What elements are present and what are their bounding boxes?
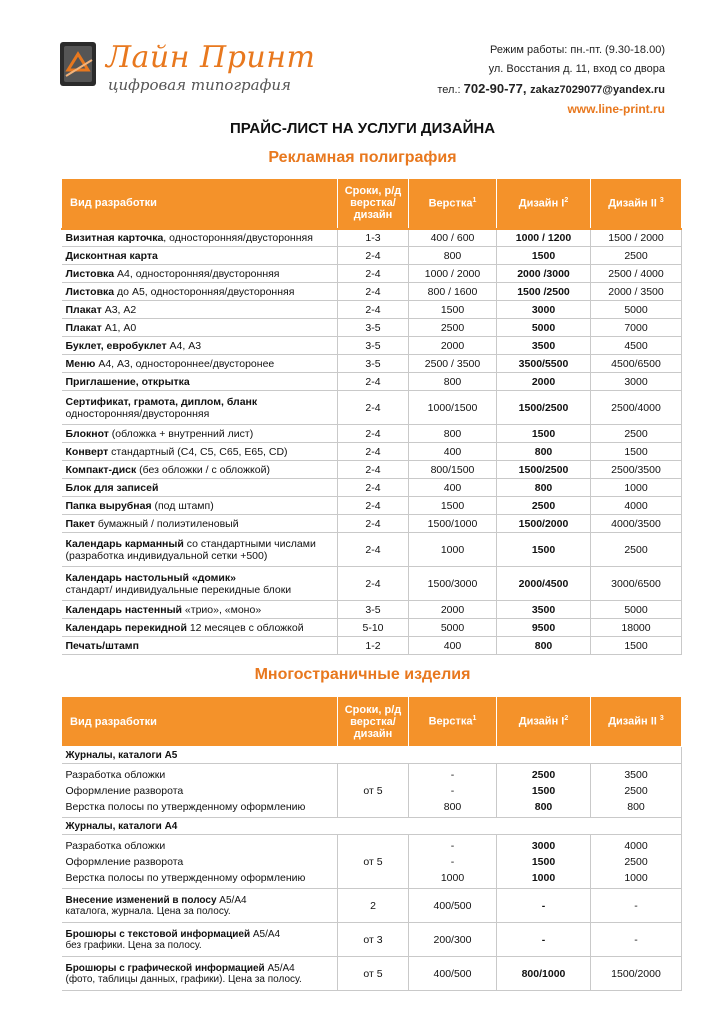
design2-price: 2500/3500 (591, 461, 682, 479)
phone-prefix: тел.: (437, 84, 464, 96)
table-row (62, 515, 682, 533)
layout-price: 400 (409, 443, 497, 461)
phone-line (437, 79, 665, 100)
design1-price: - (497, 923, 591, 957)
group-items (62, 835, 338, 889)
layout-price: 2000 (409, 601, 497, 619)
table-row (62, 567, 682, 601)
service-name-line2: без графики. Цена за полосу. (65, 939, 202, 951)
terms-cell: 2-4 (338, 515, 409, 533)
price-value: 4000 (624, 839, 648, 852)
service-name (62, 391, 338, 425)
design2-price: 5000 (591, 301, 682, 319)
design2-price: 18000 (591, 619, 682, 637)
service-name-bold: Внесение изменений в полосу (65, 894, 217, 906)
service-name-detail: стандартный (С4, С5, С65, Е65, CD) (108, 445, 288, 458)
design1-price: 800 (497, 443, 591, 461)
service-name-line2: (разработка индивидуальной сетки +500) (65, 549, 268, 562)
service-name (62, 637, 338, 655)
price-value: 2500 (624, 855, 648, 868)
price-value: - (450, 784, 455, 797)
terms-cell: 2-4 (338, 497, 409, 515)
layout-price: 400/500 (409, 889, 497, 923)
layout-price: 1000/1500 (409, 391, 497, 425)
service-name (62, 373, 338, 391)
design1-price: 3500 (497, 601, 591, 619)
design2-price: 2000 / 3500 (591, 283, 682, 301)
design2-price: 7000 (591, 319, 682, 337)
service-name-bold: Дисконтная карта (65, 249, 158, 262)
price-value: - (450, 839, 455, 852)
layout-price: 800 (409, 425, 497, 443)
service-name-bold: Печать/штамп (65, 639, 139, 652)
email-link[interactable]: zakaz7029077@yandex.ru (530, 84, 665, 96)
service-name-bold: Календарь карманный (65, 537, 184, 550)
design1-price: 800 (497, 479, 591, 497)
design2-price: 4000 (591, 497, 682, 515)
group-item: Оформление разворота (65, 784, 184, 797)
service-name-detail: со стандартными числами (183, 537, 316, 550)
table-row (62, 461, 682, 479)
design2-price: 4500/6500 (591, 355, 682, 373)
header-design2: Дизайн II $^3$ (591, 697, 682, 747)
design2-price: 4500 (591, 337, 682, 355)
table-row (62, 497, 682, 515)
design2-price: 2500/4000 (591, 391, 682, 425)
group-items-row (62, 764, 682, 818)
design2-price: 1500 (591, 637, 682, 655)
group-item: Разработка обложки (65, 768, 166, 781)
design2-price: 5000 (591, 601, 682, 619)
design1-price: 2000 (497, 373, 591, 391)
service-name (62, 229, 338, 247)
service-name-detail: «трио», «моно» (182, 603, 262, 616)
design2-price: 1500 / 2000 (591, 229, 682, 247)
service-name (62, 319, 338, 337)
group-item: Верстка полосы по утвержденному оформлению (65, 871, 306, 884)
service-name-detail: (под штамп) (151, 499, 214, 512)
header-design2: Дизайн II $^3$ (591, 179, 682, 229)
document-title: ПРАЙС-ЛИСТ НА УСЛУГИ ДИЗАЙНА (229, 120, 496, 137)
design1-price: 3500/5500 (497, 355, 591, 373)
table-row (62, 283, 682, 301)
design1-price: 2000/4500 (497, 567, 591, 601)
service-name (62, 355, 338, 373)
contacts-block (437, 41, 665, 119)
phone-number[interactable]: 702-90-77, (463, 81, 531, 96)
terms-cell: 2-4 (338, 265, 409, 283)
price-value: 1000 (440, 871, 465, 884)
multipage-price-table (61, 696, 682, 991)
service-name-bold: Меню (65, 357, 96, 370)
design1-price: 800/1000 (497, 957, 591, 991)
service-name-bold: Компакт-диск (65, 463, 137, 476)
service-name (62, 425, 338, 443)
website-link[interactable]: www.line-print.ru (567, 102, 665, 116)
table-row (62, 443, 682, 461)
section-title-advertising: Рекламная полиграфия (268, 149, 457, 166)
layout-prices (409, 764, 497, 818)
price-value: 3000 (531, 839, 556, 852)
layout-price: 1000 / 2000 (409, 265, 497, 283)
design2-price: 2500 (591, 425, 682, 443)
table-row (62, 923, 682, 957)
header-design1: Дизайн $I^2$ (497, 697, 591, 747)
design1-price: 1000 / 1200 (497, 229, 591, 247)
terms-cell: 2 (338, 889, 409, 923)
service-name-bold: Брошюры с графической информацией (65, 962, 265, 974)
design1-price: 1500 (497, 425, 591, 443)
price-value: - (450, 855, 455, 868)
design2-price: 1000 (591, 479, 682, 497)
layout-price: 2500 (409, 319, 497, 337)
service-name-bold: Плакат (65, 303, 102, 316)
table-row (62, 957, 682, 991)
design1-price: - (497, 889, 591, 923)
service-name-line2: односторонняя/двусторонняя (65, 407, 210, 420)
table-row (62, 229, 682, 247)
layout-price: 400 (409, 637, 497, 655)
service-name-detail: А5/А4 (264, 962, 295, 974)
service-name-detail: А5/А4 (216, 894, 247, 906)
design1-price: 1500/2500 (497, 461, 591, 479)
price-value: 1500 (531, 855, 556, 868)
service-name (62, 533, 338, 567)
service-name (62, 619, 338, 637)
design1-price: 1500 (497, 247, 591, 265)
d1-prices (497, 835, 591, 889)
service-name (62, 301, 338, 319)
terms-cell: 2-4 (338, 373, 409, 391)
terms-cell: 2-4 (338, 425, 409, 443)
group-title: Журналы, каталоги А4 (62, 818, 682, 835)
table-row (62, 479, 682, 497)
design1-price: 3000 (497, 301, 591, 319)
service-name-detail: 12 месяцев с обложкой (186, 621, 304, 634)
service-name-bold: Блок для записей (65, 481, 159, 494)
service-name-detail: А4, односторонняя/двусторонняя (114, 267, 280, 280)
price-value: 800 (443, 800, 462, 813)
table-row (62, 637, 682, 655)
table-row (62, 355, 682, 373)
layout-price: 800/1500 (409, 461, 497, 479)
terms-cell: 2-4 (338, 247, 409, 265)
terms-cell: от 5 (338, 835, 409, 889)
working-hours: Режим работы: пн.-пт. (9.30-18.00) (489, 44, 665, 56)
service-name-bold: Листовка (65, 285, 115, 298)
table-row (62, 619, 682, 637)
logo-subtitle: цифровая типография (108, 76, 291, 94)
service-name (62, 515, 338, 533)
group-items-row (62, 835, 682, 889)
service-name-detail: А4, А3 (166, 339, 202, 352)
service-name (62, 283, 338, 301)
price-value: 1500 (531, 784, 556, 797)
table-row (62, 265, 682, 283)
service-name-bold: Пакет (65, 517, 95, 530)
section-title-multipage: Многостраничные изделия (254, 666, 471, 683)
service-name-bold: Календарь настенный (65, 603, 182, 616)
layout-price: 800 (409, 247, 497, 265)
price-value: 800 (627, 800, 645, 813)
service-name (62, 497, 338, 515)
table-row (62, 391, 682, 425)
service-name-bold: Сертификат, грамота, диплом, бланк (65, 395, 258, 408)
service-name-detail: (без обложки / с обложкой) (136, 463, 270, 476)
service-name (62, 567, 338, 601)
address: ул. Восстания д. 11, вход со двора (488, 63, 665, 75)
design1-price: 800 (497, 637, 591, 655)
terms-cell: 2-4 (338, 533, 409, 567)
header-terms: Сроки, р/д верстка/ дизайн (338, 697, 409, 747)
design2-price: - (591, 889, 682, 923)
table-row (62, 301, 682, 319)
price-value: 1000 (624, 871, 648, 884)
design1-price: 2500 (497, 497, 591, 515)
layout-price: 1500/1000 (409, 515, 497, 533)
header-type: Вид разработки (62, 697, 338, 747)
design1-price: 1500 /2500 (497, 283, 591, 301)
terms-cell: от 3 (338, 923, 409, 957)
terms-cell: 2-4 (338, 479, 409, 497)
header-layout: Верстка$^1$ (409, 697, 497, 747)
service-name-bold: Визитная карточка (65, 231, 164, 244)
terms-cell: 2-4 (338, 461, 409, 479)
service-name-bold: Буклет, евробуклет (65, 339, 167, 352)
layout-price: 800 (409, 373, 497, 391)
layout-prices (409, 835, 497, 889)
design1-price: 1500 (497, 533, 591, 567)
design1-price: 9500 (497, 619, 591, 637)
table-row (62, 601, 682, 619)
logo-emblem-icon (58, 40, 100, 88)
design1-price: 1500/2000 (497, 515, 591, 533)
design2-price: 2500 (591, 533, 682, 567)
design2-price: 1500/2000 (591, 957, 682, 991)
design2-price: 3000 (591, 373, 682, 391)
service-name (62, 265, 338, 283)
price-value: 2500 (624, 784, 648, 797)
terms-cell: 2-4 (338, 391, 409, 425)
header-design1: Дизайн $I^2$ (497, 179, 591, 229)
advertising-price-table (61, 178, 682, 655)
service-name-line2: каталога, журнала. Цена за полосу. (65, 905, 231, 917)
design1-price: 3500 (497, 337, 591, 355)
table-row (62, 533, 682, 567)
company-logo (58, 40, 316, 100)
design2-price: 4000/3500 (591, 515, 682, 533)
header-layout: Верстка$^1$ (409, 179, 497, 229)
service-name-bold: Приглашение, открытка (65, 375, 190, 388)
table-row (62, 889, 682, 923)
d2-prices (591, 835, 682, 889)
layout-price: 5000 (409, 619, 497, 637)
header-terms: Сроки, р/д верстка/ дизайн (338, 179, 409, 229)
service-name (62, 443, 338, 461)
terms-cell: 1-2 (338, 637, 409, 655)
service-name-detail: , односторонняя/двусторонняя (163, 231, 313, 244)
group-item: Верстка полосы по утвержденному оформлению (65, 800, 306, 813)
service-name-bold: Папка вырубная (65, 499, 152, 512)
terms-cell: 3-5 (338, 319, 409, 337)
d2-prices (591, 764, 682, 818)
service-name-bold: Календарь перекидной (65, 621, 187, 634)
service-name (62, 461, 338, 479)
service-name (62, 957, 338, 991)
service-name-bold: Плакат (65, 321, 102, 334)
terms-cell: 3-5 (338, 601, 409, 619)
design2-price: 1500 (591, 443, 682, 461)
design1-price: 1500/2500 (497, 391, 591, 425)
design2-price: 2500 (591, 247, 682, 265)
service-name (62, 889, 338, 923)
table-row (62, 373, 682, 391)
service-name-line2: (фото, таблицы данных, графики). Цена за полосу. (65, 973, 302, 985)
service-name-detail: бумажный / полиэтиленовый (95, 517, 239, 530)
service-name-detail: А4, А3, одностороннее/двусторонее (95, 357, 275, 370)
service-name (62, 337, 338, 355)
service-name-detail: до А5, односторонняя/двусторонняя (114, 285, 295, 298)
service-name-detail: А1, А0 (101, 321, 137, 334)
layout-price: 400/500 (409, 957, 497, 991)
terms-cell: 1-3 (338, 229, 409, 247)
group-title: Журналы, каталоги А5 (62, 747, 682, 764)
terms-cell: 3-5 (338, 355, 409, 373)
layout-price: 400 / 600 (409, 229, 497, 247)
terms-cell: от 5 (338, 764, 409, 818)
d1-prices (497, 764, 591, 818)
design2-price: - (591, 923, 682, 957)
service-name (62, 247, 338, 265)
service-name (62, 923, 338, 957)
layout-price: 200/300 (409, 923, 497, 957)
service-name-bold: Календарь настольный «домик» (65, 571, 236, 584)
group-items (62, 764, 338, 818)
header-type: Вид разработки (62, 179, 338, 229)
design1-price: 5000 (497, 319, 591, 337)
price-value: 2500 (531, 768, 556, 781)
table-row (62, 425, 682, 443)
price-value: 3500 (624, 768, 648, 781)
table-row (62, 247, 682, 265)
price-value: 800 (534, 800, 553, 813)
layout-price: 1000 (409, 533, 497, 567)
group-item: Оформление разворота (65, 855, 184, 868)
terms-cell: 3-5 (338, 337, 409, 355)
terms-cell: 2-4 (338, 283, 409, 301)
service-name-detail: (обложка + внутренний лист) (108, 427, 254, 440)
terms-cell: 2-4 (338, 443, 409, 461)
service-name-bold: Листовка (65, 267, 115, 280)
layout-price: 1500 (409, 497, 497, 515)
design2-price: 3000/6500 (591, 567, 682, 601)
design1-price: 2000 /3000 (497, 265, 591, 283)
service-name (62, 601, 338, 619)
table-row (62, 319, 682, 337)
logo-name: Лайн Принт (106, 40, 316, 75)
service-name-detail: А5/А4 (250, 928, 281, 940)
layout-price: 400 (409, 479, 497, 497)
layout-price: 2000 (409, 337, 497, 355)
service-name-bold: Блокнот (65, 427, 109, 440)
terms-cell: 2-4 (338, 567, 409, 601)
table-row (62, 337, 682, 355)
layout-price: 1500 (409, 301, 497, 319)
design2-price: 2500 / 4000 (591, 265, 682, 283)
group-header-row (62, 747, 682, 764)
layout-price: 2500 / 3500 (409, 355, 497, 373)
service-name (62, 479, 338, 497)
terms-cell: 2-4 (338, 301, 409, 319)
group-item: Разработка обложки (65, 839, 166, 852)
terms-cell: 5-10 (338, 619, 409, 637)
group-header-row (62, 818, 682, 835)
service-name-detail: А3, А2 (101, 303, 137, 316)
price-value: 1000 (531, 871, 556, 884)
layout-price: 800 / 1600 (409, 283, 497, 301)
service-name-line2: стандарт/ индивидуальные перекидные блоки (65, 583, 292, 596)
layout-price: 1500/3000 (409, 567, 497, 601)
service-name-bold: Конверт (65, 445, 109, 458)
service-name-bold: Брошюры с текстовой информацией (65, 928, 251, 940)
terms-cell: от 5 (338, 957, 409, 991)
price-value: - (450, 768, 455, 781)
